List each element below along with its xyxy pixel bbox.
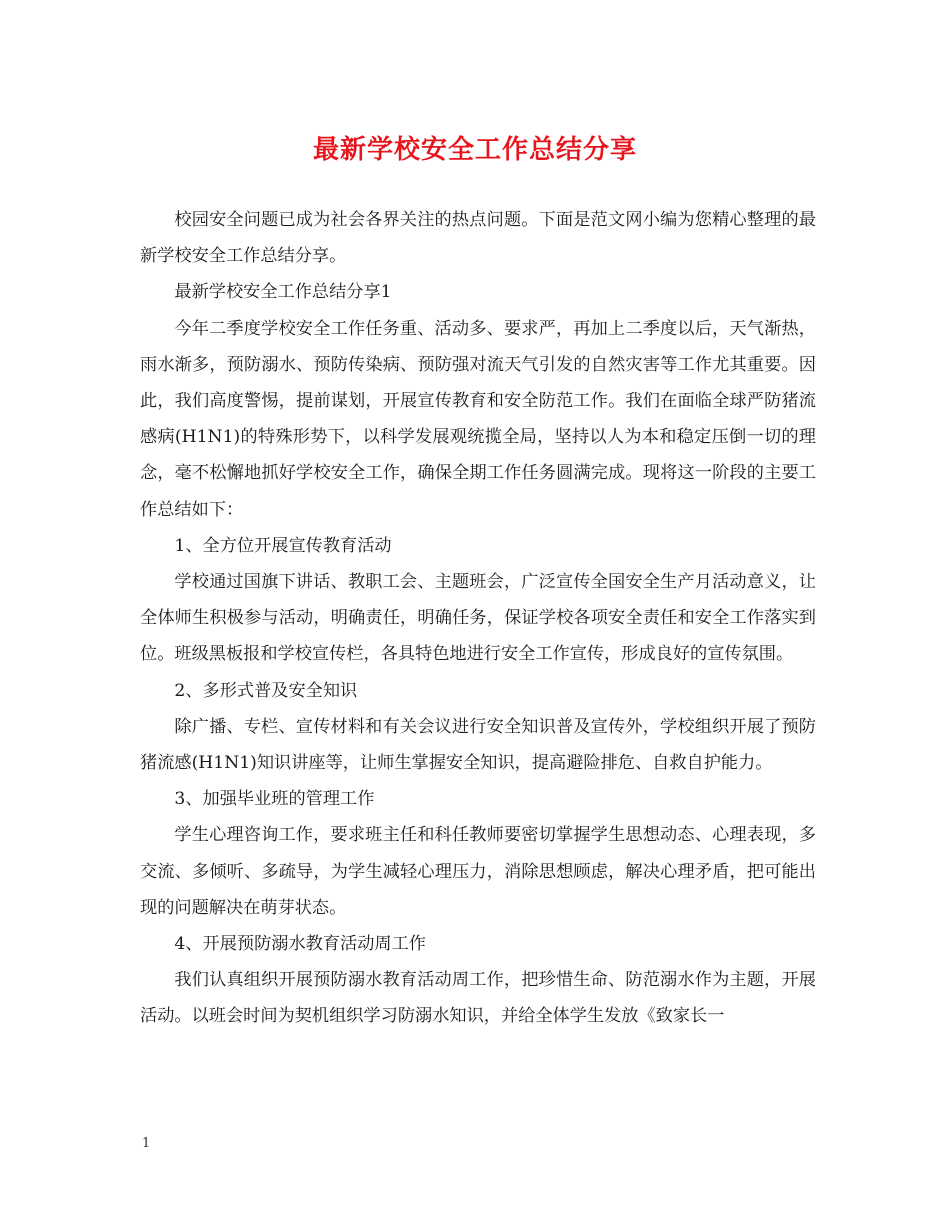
document-body <box>140 202 816 1035</box>
body-paragraph: 除广播、专栏、宣传材料和有关会议进行安全知识普及宣传外，学校组织开展了预防猪流感(H1N1)知识讲座等，让师生掌握安全知识，提高避险排危、自救自护能力。 <box>140 716 816 774</box>
body-paragraph: 学校通过国旗下讲话、教职工会、主题班会，广泛宣传全国安全生产月活动意义，让全体师生积极参与活动，明确责任，明确任务，保证学校各项安全责任和安全工作落实到位。班级黑板报和学校宣传栏，各具特色地进行安全工作宣传，形成良好的宣传氛围。 <box>140 572 816 665</box>
body-paragraph: 我们认真组织开展预防溺水教育活动周工作，把珍惜生命、防范溺水作为主题，开展活动。以班会时间为契机组织学习防溺水知识，并给全体学生发放《致家长一 <box>140 970 816 1027</box>
body-paragraph: 今年二季度学校安全工作任务重、活动多、要求严，再加上二季度以后，天气渐热，雨水渐多，预防溺水、预防传染病、预防强对流天气引发的自然灾害等工作尤其重要。因此，我们高度警惕，提前谋划，开展宣传教育和安全防范工作。我们在面临全球严防猪流感病(H1N1)的特殊形势下，以科学发展观统揽全局，坚持以人为本和稳定压倒一切的理念，毫不松懈地抓好学校安全工作，确保全期工作任务圆满完成。现将这一阶段的主要工作总结如下： <box>140 318 816 520</box>
item-heading: 1、全方位开展宣传教育活动 <box>174 535 392 556</box>
item-heading: 3、加强毕业班的管理工作 <box>174 789 375 810</box>
item-heading: 2、多形式普及安全知识 <box>174 680 358 701</box>
document-title: 最新学校安全工作总结分享 <box>312 135 637 165</box>
section-heading: 最新学校安全工作总结分享1 <box>174 282 392 303</box>
intro-paragraph: 校园安全问题已成为社会各界关注的热点问题。下面是范文网小编为您精心整理的最新学校安全工作总结分享。 <box>140 210 816 267</box>
item-heading: 4、开展预防溺水教育活动周工作 <box>174 934 426 955</box>
page-number: 1 <box>142 1136 151 1151</box>
body-paragraph: 学生心理咨询工作，要求班主任和科任教师要密切掌握学生思想动态、心理表现，多交流、多倾听、多疏导，为学生减轻心理压力，消除思想顾虑，解决心理矛盾，把可能出现的问题解决在萌芽状态。 <box>140 825 816 918</box>
